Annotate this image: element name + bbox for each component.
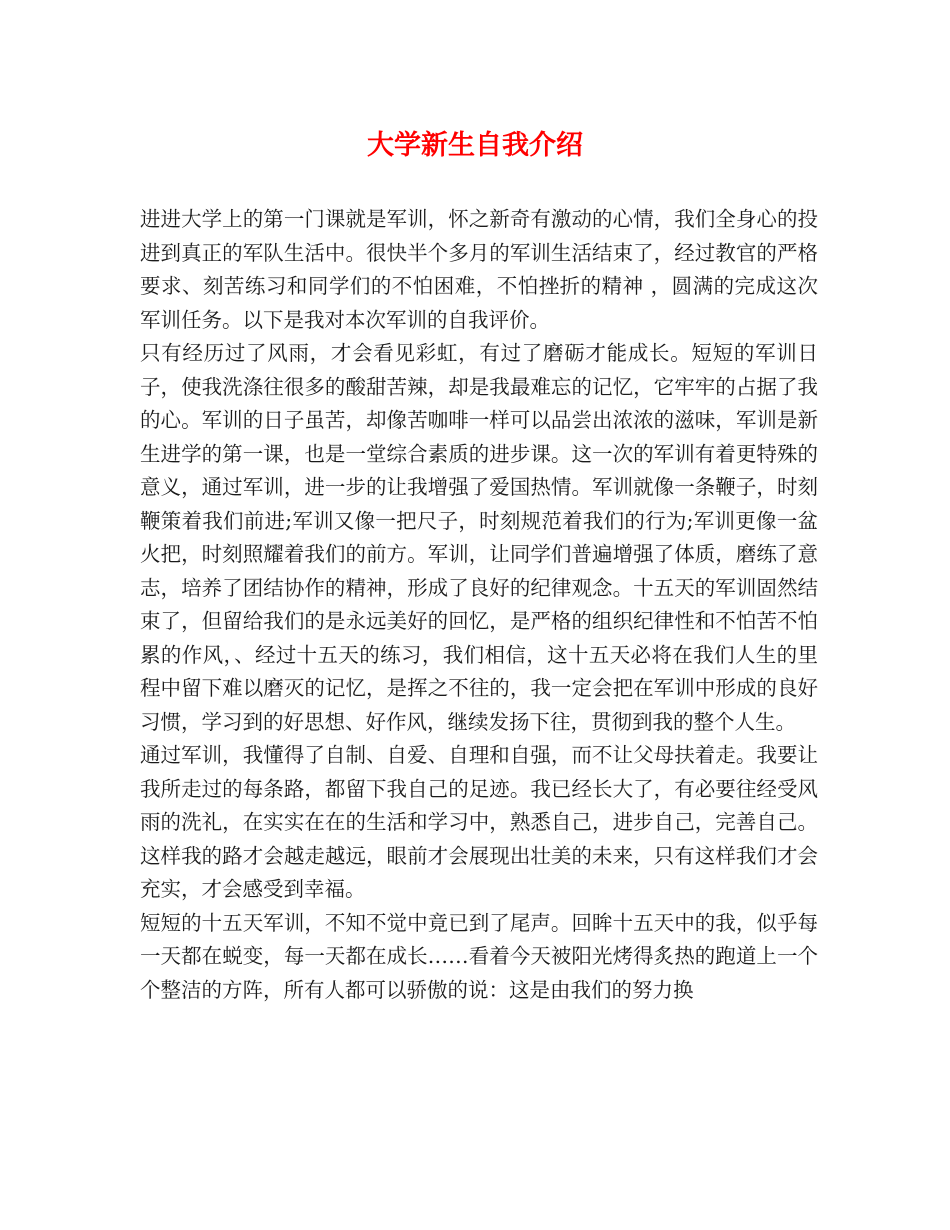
paragraph-4: 短短的十五天军训，不知不觉中竟已到了尾声。回眸十五天中的我，似乎每一天都在蜕变，每一天都在成长……看着今天被阳光烤得炙热的跑道上一个个整洁的方阵，所有人都可以骄傲的说：这是由我们的努力换 (140, 910, 818, 1002)
paragraph-3: 通过军训，我懂得了自制、自爱、自理和自强，而不让父母扶着走。我要让我所走过的每条路，都留下我自己的足迹。我已经长大了，有必要往经受风雨的洗礼，在实实在在的生活和学习中，熟悉自己，进步自己，完善自己。这样我的路才会越走越远，眼前才会展现出壮美的未来，只有这样我们才会充实，才会感受到幸福。 (140, 743, 818, 901)
paragraph-2: 只有经历过了风雨，才会看见彩虹，有过了磨砺才能成长。短短的军训日子，使我洗涤往很多的酸甜苦辣，却是我最难忘的记忆，它牢牢的占据了我的心。军训的日子虽苦，却像苦咖啡一样可以品尝出浓浓的滋味，军训是新生进学的第一课，也是一堂综合素质的进步课。这一次的军训有着更特殊的意义，通过军训，进一步的让我增强了爱国热情。军训就像一条鞭子，时刻鞭策着我们前进;军训又像一把尺子，时刻规范着我们的行为;军训更像一盆火把，时刻照耀着我们的前方。军训，让同学们普遍增强了体质，磨练了意志，培养了团结协作的精神，形成了良好的纪律观念。十五天的军训固然结束了，但留给我们的是永远美好的回忆，是严格的组织纪律性和不怕苦不怕累的作风，、经过十五天的练习，我们相信，这十五天必将在我们人生的里程中留下难以磨灭的记忆，是挥之不往的，我一定会把在军训中形成的良好习惯，学习到的好思想、好作风，继续发扬下往，贯彻到我的整个人生。 (140, 341, 818, 734)
paragraph-1: 进进大学上的第一门课就是军训，怀之新奇有激动的心情，我们全身心的投进到真正的军队生活中。很快半个多月的军训生活结束了，经过教官的严格要求、刻苦练习和同学们的不怕困难，不怕挫折的精神 ，圆满的完成这次军训任务。以下是我对本次军训的自我评价。 (140, 207, 818, 332)
document-body (140, 203, 818, 1007)
document-title: 大学新生自我介绍 (367, 130, 583, 161)
